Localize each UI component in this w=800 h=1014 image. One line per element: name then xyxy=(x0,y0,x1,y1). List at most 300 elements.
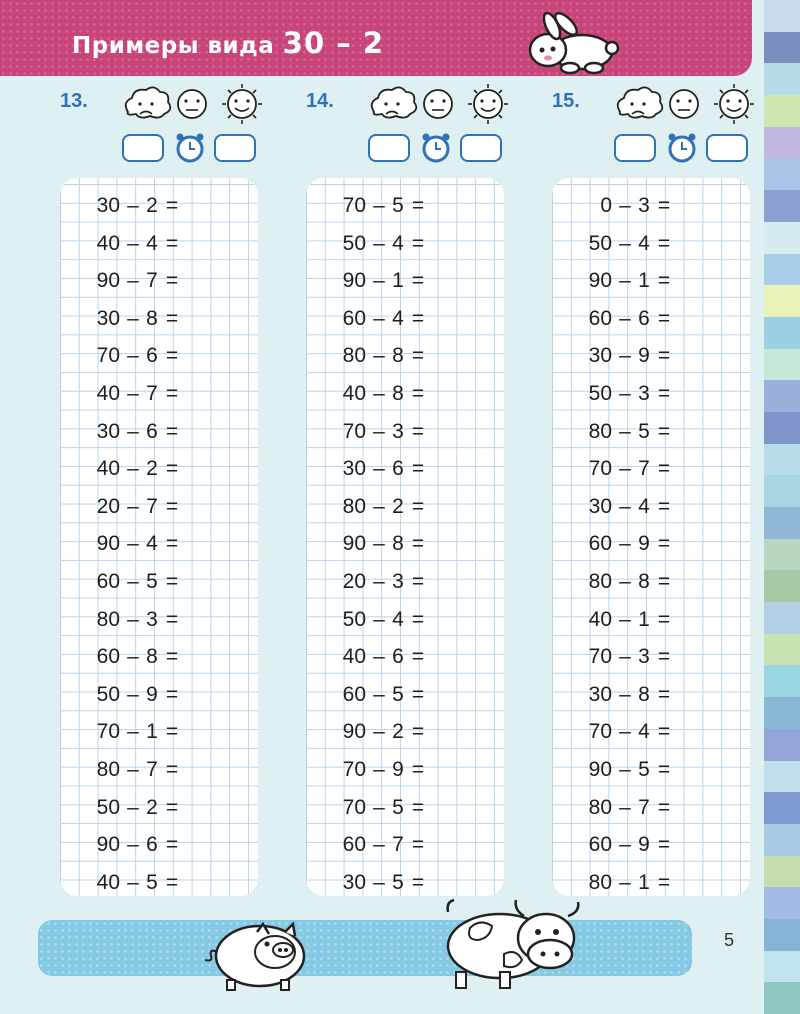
alarm-clock-icon xyxy=(177,134,204,162)
strip-segment xyxy=(764,507,800,539)
minuend: 20 xyxy=(96,494,120,518)
minus-sign: – xyxy=(127,833,139,857)
cloud-sad-icon xyxy=(372,87,417,117)
strip-segment xyxy=(764,380,800,412)
strip-segment xyxy=(764,951,800,983)
exercise-row xyxy=(552,340,750,372)
minuend: 30 xyxy=(96,306,120,330)
strip-segment xyxy=(764,634,800,666)
exercise-column xyxy=(552,178,750,896)
exercise-row xyxy=(60,604,258,636)
strip-segment xyxy=(764,570,800,602)
minuend: 60 xyxy=(342,833,366,857)
equals-sign: = xyxy=(165,758,179,781)
subtrahend: 5 xyxy=(146,870,158,894)
page-number: 5 xyxy=(724,930,735,950)
equals-sign: = xyxy=(165,570,179,593)
subtrahend: 5 xyxy=(146,570,158,593)
minus-sign: – xyxy=(373,758,385,781)
exercise-row xyxy=(552,491,750,523)
subtrahend: 5 xyxy=(392,682,404,706)
equals-sign: = xyxy=(657,645,671,669)
minuend: 70 xyxy=(588,720,612,744)
strip-segment xyxy=(764,729,800,761)
minus-sign: – xyxy=(619,457,631,481)
equals-sign: = xyxy=(657,419,671,443)
equals-sign: = xyxy=(657,682,671,706)
exercise-row xyxy=(306,416,504,448)
equals-sign: = xyxy=(165,306,179,330)
minuend: 30 xyxy=(588,682,612,706)
minus-sign: – xyxy=(619,419,631,443)
subtrahend: 8 xyxy=(392,382,404,405)
equals-sign: = xyxy=(657,870,671,894)
equals-sign: = xyxy=(165,833,179,857)
minus-sign: – xyxy=(373,570,385,593)
exercise-row xyxy=(306,453,504,485)
minus-sign: – xyxy=(619,682,631,706)
minuend: 40 xyxy=(96,457,120,481)
minus-sign: – xyxy=(619,570,631,593)
strip-segment xyxy=(764,444,800,476)
equals-sign: = xyxy=(657,457,671,481)
minuend: 70 xyxy=(342,419,366,443)
task-header xyxy=(552,84,792,164)
minus-sign: – xyxy=(373,344,385,368)
exercise-row xyxy=(60,265,258,297)
minus-sign: – xyxy=(373,269,385,293)
minuend: 50 xyxy=(96,795,120,819)
exercise-row xyxy=(552,416,750,448)
exercise-row xyxy=(306,829,504,861)
equals-sign: = xyxy=(165,870,179,894)
task-number: 15. xyxy=(552,90,580,112)
exercise-row xyxy=(60,528,258,560)
strip-segment xyxy=(764,285,800,317)
exercise-row xyxy=(306,641,504,673)
equals-sign: = xyxy=(657,269,671,293)
strip-segment xyxy=(764,349,800,381)
minuend: 80 xyxy=(342,344,366,368)
exercise-row xyxy=(552,829,750,861)
equals-sign: = xyxy=(411,306,425,330)
subtrahend: 4 xyxy=(638,720,650,744)
minuend: 90 xyxy=(588,758,612,781)
subtrahend: 5 xyxy=(392,194,404,217)
strip-segment xyxy=(764,919,800,951)
exercise-row xyxy=(552,528,750,560)
exercise-row xyxy=(552,792,750,824)
exercise-row xyxy=(552,378,750,410)
exercise-row xyxy=(552,190,750,222)
subtrahend: 5 xyxy=(638,419,650,443)
strip-segment xyxy=(764,792,800,824)
subtrahend: 6 xyxy=(146,833,158,857)
minus-sign: – xyxy=(619,382,631,405)
minuend: 90 xyxy=(342,532,366,556)
header-banner xyxy=(0,0,752,76)
task-header xyxy=(306,84,546,164)
strip-segment xyxy=(764,982,800,1014)
cloud-sad-icon xyxy=(126,87,171,117)
equals-sign: = xyxy=(165,382,179,405)
end-time-box[interactable] xyxy=(461,135,501,161)
equals-sign: = xyxy=(411,645,425,669)
subtrahend: 6 xyxy=(392,457,404,481)
exercise-row xyxy=(60,303,258,335)
exercise-row xyxy=(552,566,750,598)
equals-sign: = xyxy=(165,457,179,481)
subtrahend: 9 xyxy=(146,682,158,706)
subtrahend: 3 xyxy=(392,419,404,443)
minuend: 40 xyxy=(96,870,120,894)
equals-sign: = xyxy=(165,720,179,744)
equals-sign: = xyxy=(411,494,425,518)
equals-sign: = xyxy=(411,682,425,706)
bottom-band xyxy=(38,920,692,976)
exercise-row xyxy=(60,867,258,899)
strip-segment xyxy=(764,32,800,64)
exercise-row xyxy=(60,679,258,711)
minus-sign: – xyxy=(373,833,385,857)
strip-segment xyxy=(764,475,800,507)
minus-sign: – xyxy=(373,306,385,330)
timer-boxes xyxy=(614,132,750,169)
subtrahend: 8 xyxy=(392,344,404,368)
exercise-row xyxy=(306,792,504,824)
title-prefix: Примеры вида xyxy=(72,33,275,59)
minuend: 30 xyxy=(342,457,366,481)
subtrahend: 3 xyxy=(146,607,158,631)
minus-sign: – xyxy=(373,720,385,744)
equals-sign: = xyxy=(657,570,671,593)
subtrahend: 2 xyxy=(392,720,404,744)
minus-sign: – xyxy=(619,494,631,518)
minus-sign: – xyxy=(619,645,631,669)
minus-sign: – xyxy=(127,344,139,368)
subtrahend: 1 xyxy=(638,607,650,631)
title-example: 30 – 2 xyxy=(282,26,385,60)
exercise-row xyxy=(552,716,750,748)
exercise-row xyxy=(552,265,750,297)
minus-sign: – xyxy=(373,607,385,631)
minuend: 90 xyxy=(96,833,120,857)
exercise-row xyxy=(552,303,750,335)
minuend: 30 xyxy=(96,194,120,217)
equals-sign: = xyxy=(165,269,179,293)
face-neutral-icon xyxy=(424,90,452,118)
equals-sign: = xyxy=(411,269,425,293)
exercise-row xyxy=(552,679,750,711)
subtrahend: 4 xyxy=(146,532,158,556)
minus-sign: – xyxy=(619,870,631,894)
minus-sign: – xyxy=(373,795,385,819)
end-time-box[interactable] xyxy=(215,135,255,161)
minuend: 40 xyxy=(96,382,120,405)
subtrahend: 4 xyxy=(392,306,404,330)
equals-sign: = xyxy=(411,419,425,443)
equals-sign: = xyxy=(411,344,425,368)
equals-sign: = xyxy=(411,382,425,405)
equals-sign: = xyxy=(165,344,179,368)
exercise-row xyxy=(552,228,750,260)
minuend: 60 xyxy=(588,306,612,330)
minuend: 60 xyxy=(342,682,366,706)
subtrahend: 7 xyxy=(146,269,158,293)
minuend: 40 xyxy=(342,645,366,669)
equals-sign: = xyxy=(657,795,671,819)
minuend: 30 xyxy=(96,419,120,443)
minus-sign: – xyxy=(373,532,385,556)
equals-sign: = xyxy=(657,231,671,255)
sun-happy-icon xyxy=(714,84,754,124)
minus-sign: – xyxy=(373,231,385,255)
equals-sign: = xyxy=(411,457,425,481)
task-header xyxy=(60,84,300,164)
minus-sign: – xyxy=(127,682,139,706)
equals-sign: = xyxy=(411,870,425,894)
minus-sign: – xyxy=(127,532,139,556)
subtrahend: 3 xyxy=(638,382,650,405)
minuend: 90 xyxy=(96,269,120,293)
subtrahend: 2 xyxy=(146,457,158,481)
minuend: 80 xyxy=(588,570,612,593)
equals-sign: = xyxy=(657,344,671,368)
cloud-sad-icon xyxy=(618,87,663,117)
subtrahend: 7 xyxy=(146,758,158,781)
equals-sign: = xyxy=(411,720,425,744)
exercise-row xyxy=(552,604,750,636)
exercise-row xyxy=(552,754,750,786)
exercise-row xyxy=(60,378,258,410)
equals-sign: = xyxy=(165,231,179,255)
minus-sign: – xyxy=(619,795,631,819)
exercise-row xyxy=(306,604,504,636)
equals-sign: = xyxy=(165,194,179,217)
minus-sign: – xyxy=(127,306,139,330)
minuend: 70 xyxy=(342,758,366,781)
equals-sign: = xyxy=(411,795,425,819)
exercise-row xyxy=(306,190,504,222)
minus-sign: – xyxy=(127,720,139,744)
subtrahend: 3 xyxy=(638,645,650,669)
minuend: 90 xyxy=(96,532,120,556)
subtrahend: 4 xyxy=(392,607,404,631)
minuend: 70 xyxy=(96,344,120,368)
exercise-row xyxy=(60,453,258,485)
subtrahend: 7 xyxy=(146,494,158,518)
equals-sign: = xyxy=(165,494,179,518)
minus-sign: – xyxy=(127,758,139,781)
minuend: 80 xyxy=(96,607,120,631)
minus-sign: – xyxy=(619,720,631,744)
minuend: 30 xyxy=(342,870,366,894)
exercise-row xyxy=(60,340,258,372)
task-number: 13. xyxy=(60,90,88,112)
timer-boxes xyxy=(122,132,258,169)
strip-segment xyxy=(764,761,800,793)
minus-sign: – xyxy=(127,194,139,217)
minuend: 50 xyxy=(588,382,612,405)
minus-sign: – xyxy=(373,645,385,669)
exercise-row xyxy=(60,416,258,448)
subtrahend: 9 xyxy=(638,833,650,857)
exercise-row xyxy=(552,641,750,673)
minuend: 70 xyxy=(342,194,366,217)
minuend: 30 xyxy=(588,494,612,518)
minus-sign: – xyxy=(373,870,385,894)
mood-icons xyxy=(612,84,762,133)
exercise-row xyxy=(306,228,504,260)
minuend: 40 xyxy=(342,382,366,405)
subtrahend: 7 xyxy=(638,457,650,481)
end-time-box[interactable] xyxy=(707,135,747,161)
minus-sign: – xyxy=(373,382,385,405)
timer-boxes xyxy=(368,132,504,169)
minus-sign: – xyxy=(127,795,139,819)
equals-sign: = xyxy=(411,607,425,631)
strip-segment xyxy=(764,697,800,729)
sun-happy-icon xyxy=(468,84,508,124)
exercise-row xyxy=(60,716,258,748)
minus-sign: – xyxy=(127,870,139,894)
subtrahend: 7 xyxy=(146,382,158,405)
equals-sign: = xyxy=(165,419,179,443)
exercise-row xyxy=(306,566,504,598)
start-time-box[interactable] xyxy=(123,135,163,161)
equals-sign: = xyxy=(411,231,425,255)
exercise-row xyxy=(60,641,258,673)
strip-segment xyxy=(764,887,800,919)
strip-segment xyxy=(764,222,800,254)
exercise-row xyxy=(60,491,258,523)
strip-segment xyxy=(764,0,800,32)
minuend: 80 xyxy=(588,419,612,443)
minus-sign: – xyxy=(619,532,631,556)
minus-sign: – xyxy=(127,645,139,669)
minuend: 60 xyxy=(588,833,612,857)
exercise-row xyxy=(60,228,258,260)
minuend: 30 xyxy=(588,344,612,368)
equals-sign: = xyxy=(657,194,671,217)
subtrahend: 7 xyxy=(392,833,404,857)
subtrahend: 4 xyxy=(638,494,650,518)
minuend: 90 xyxy=(342,720,366,744)
subtrahend: 1 xyxy=(146,720,158,744)
equals-sign: = xyxy=(165,682,179,706)
minuend: 50 xyxy=(342,607,366,631)
minuend: 70 xyxy=(342,795,366,819)
minus-sign: – xyxy=(619,758,631,781)
minuend: 50 xyxy=(342,231,366,255)
subtrahend: 7 xyxy=(638,795,650,819)
minuend: 60 xyxy=(96,570,120,593)
minus-sign: – xyxy=(373,419,385,443)
exercise-row xyxy=(60,754,258,786)
subtrahend: 3 xyxy=(638,194,650,217)
minus-sign: – xyxy=(127,457,139,481)
minus-sign: – xyxy=(127,607,139,631)
exercise-row xyxy=(306,491,504,523)
minus-sign: – xyxy=(619,306,631,330)
minus-sign: – xyxy=(619,344,631,368)
subtrahend: 6 xyxy=(638,306,650,330)
subtrahend: 2 xyxy=(392,494,404,518)
start-time-box[interactable] xyxy=(369,135,409,161)
subtrahend: 3 xyxy=(392,570,404,593)
subtrahend: 4 xyxy=(392,231,404,255)
strip-segment xyxy=(764,824,800,856)
minuend: 80 xyxy=(588,870,612,894)
subtrahend: 6 xyxy=(146,419,158,443)
minus-sign: – xyxy=(127,382,139,405)
pig-icon xyxy=(205,912,315,994)
exercise-row xyxy=(306,303,504,335)
minuend: 60 xyxy=(342,306,366,330)
subtrahend: 8 xyxy=(392,532,404,556)
exercise-column xyxy=(306,178,504,896)
face-neutral-icon xyxy=(178,90,206,118)
exercise-column xyxy=(60,178,258,896)
equals-sign: = xyxy=(411,194,425,217)
minus-sign: – xyxy=(619,269,631,293)
subtrahend: 5 xyxy=(638,758,650,781)
exercise-row xyxy=(306,265,504,297)
subtrahend: 8 xyxy=(146,306,158,330)
minus-sign: – xyxy=(619,231,631,255)
minus-sign: – xyxy=(127,570,139,593)
task-number: 14. xyxy=(306,90,334,112)
minuend: 70 xyxy=(96,720,120,744)
page-title xyxy=(72,26,384,60)
minus-sign: – xyxy=(619,833,631,857)
equals-sign: = xyxy=(165,645,179,669)
equals-sign: = xyxy=(411,532,425,556)
subtrahend: 8 xyxy=(638,570,650,593)
start-time-box[interactable] xyxy=(615,135,655,161)
alarm-clock-icon xyxy=(423,134,450,162)
equals-sign: = xyxy=(657,758,671,781)
minus-sign: – xyxy=(373,194,385,217)
strip-segment xyxy=(764,254,800,286)
exercise-row xyxy=(60,190,258,222)
minuend: 50 xyxy=(96,682,120,706)
subtrahend: 2 xyxy=(146,795,158,819)
exercise-row xyxy=(306,716,504,748)
subtrahend: 9 xyxy=(638,532,650,556)
exercise-row xyxy=(306,340,504,372)
minus-sign: – xyxy=(619,194,631,217)
face-neutral-icon xyxy=(670,90,698,118)
minus-sign: – xyxy=(373,494,385,518)
strip-segment xyxy=(764,665,800,697)
minuend: 40 xyxy=(588,607,612,631)
sun-happy-icon xyxy=(222,84,262,124)
minus-sign: – xyxy=(373,682,385,706)
equals-sign: = xyxy=(411,758,425,781)
strip-segment xyxy=(764,539,800,571)
mood-icons xyxy=(366,84,516,133)
exercise-row xyxy=(306,378,504,410)
minus-sign: – xyxy=(127,419,139,443)
equals-sign: = xyxy=(657,382,671,405)
minus-sign: – xyxy=(127,231,139,255)
minus-sign: – xyxy=(619,607,631,631)
equals-sign: = xyxy=(165,532,179,556)
minuend: 60 xyxy=(588,532,612,556)
equals-sign: = xyxy=(657,607,671,631)
subtrahend: 9 xyxy=(638,344,650,368)
